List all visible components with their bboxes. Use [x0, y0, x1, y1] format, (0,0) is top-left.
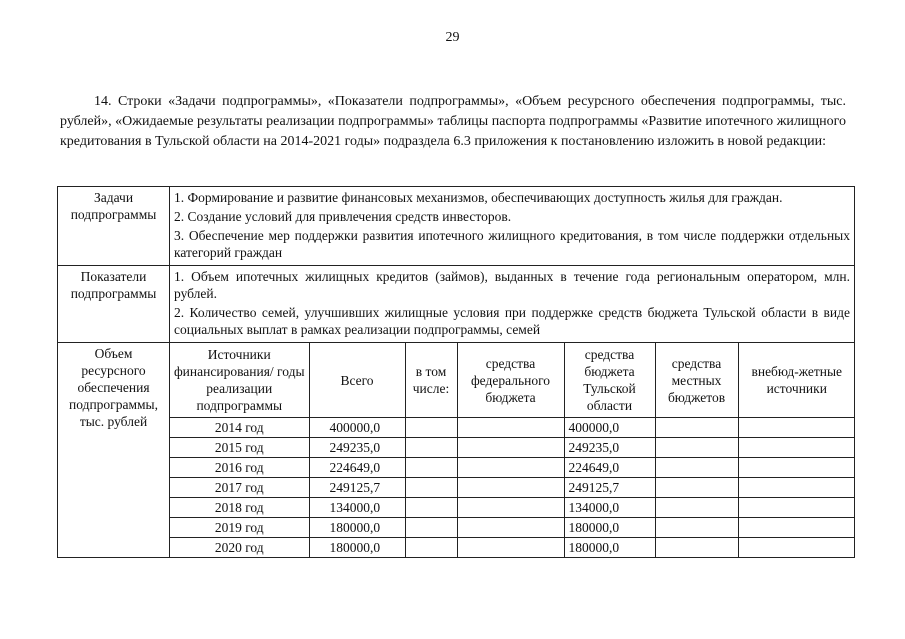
column-header-including: в том числе: — [405, 343, 457, 418]
extra-cell — [738, 478, 855, 498]
local-cell — [655, 458, 738, 478]
including-cell — [405, 418, 457, 438]
federal-cell — [457, 438, 564, 458]
federal-cell — [457, 498, 564, 518]
including-cell — [405, 438, 457, 458]
year-cell: 2016 год — [170, 458, 309, 478]
regional-cell: 400000,0 — [564, 418, 655, 438]
column-header-sources: Источники финансирования/ годы реализации подпрограммы — [170, 343, 309, 418]
federal-cell — [457, 518, 564, 538]
total-cell: 224649,0 — [309, 458, 405, 478]
financing-table — [170, 343, 855, 557]
table-row — [170, 538, 855, 558]
year-cell: 2017 год — [170, 478, 309, 498]
table-row — [170, 478, 855, 498]
regional-cell: 224649,0 — [564, 458, 655, 478]
federal-cell — [457, 418, 564, 438]
indicators-row — [58, 266, 855, 343]
task-item-1: 1. Формирование и развитие финансовых механизмов, обеспечивающих доступность жилья для граждан. — [174, 190, 783, 205]
regional-cell: 134000,0 — [564, 498, 655, 518]
regional-cell: 180000,0 — [564, 518, 655, 538]
resources-content — [170, 343, 855, 558]
resources-row — [58, 343, 855, 558]
tasks-row — [58, 187, 855, 266]
tasks-content — [170, 187, 855, 266]
local-cell — [655, 538, 738, 558]
including-cell — [405, 538, 457, 558]
including-cell — [405, 518, 457, 538]
including-cell — [405, 458, 457, 478]
extra-cell — [738, 538, 855, 558]
year-cell: 2020 год — [170, 538, 309, 558]
extra-cell — [738, 518, 855, 538]
extra-cell — [738, 498, 855, 518]
regional-cell: 180000,0 — [564, 538, 655, 558]
table-row — [170, 518, 855, 538]
extra-cell — [738, 458, 855, 478]
indicator-item-2: 2. Количество семей, улучшивших жилищные условия при поддержке средств бюджета Тульской области в виде социальных выплат в рамках реализации подпрограммы, семей — [174, 305, 850, 337]
task-item-2: 2. Создание условий для привлечения средств инвесторов. — [174, 209, 512, 224]
total-cell: 134000,0 — [309, 498, 405, 518]
table-row — [170, 438, 855, 458]
table-row — [170, 418, 855, 438]
year-cell: 2018 год — [170, 498, 309, 518]
table-row — [170, 458, 855, 478]
local-cell — [655, 418, 738, 438]
including-cell — [405, 498, 457, 518]
year-cell: 2015 год — [170, 438, 309, 458]
resources-label: Объем ресурсного обеспечения подпрограммы, тыс. рублей — [58, 343, 170, 558]
local-cell — [655, 498, 738, 518]
tasks-label: Задачи подпрограммы — [58, 187, 170, 266]
page-number: 29 — [445, 30, 460, 45]
local-cell — [655, 518, 738, 538]
local-cell — [655, 478, 738, 498]
table-row — [170, 498, 855, 518]
federal-cell — [457, 478, 564, 498]
passport-table — [57, 186, 855, 558]
local-cell — [655, 438, 738, 458]
regional-cell: 249235,0 — [564, 438, 655, 458]
indicator-item-1: 1. Объем ипотечных жилищных кредитов (займов), выданных в течение года региональным оператором, млн. рублей. — [174, 269, 850, 301]
total-cell: 180000,0 — [309, 518, 405, 538]
including-cell — [405, 478, 457, 498]
indicators-label: Показатели подпрограммы — [58, 266, 170, 343]
task-item-3: 3. Обеспечение мер поддержки развития ипотечного жилищного кредитования, в том числе поддержки отдельных категорий граждан — [174, 228, 850, 260]
column-header-federal: средства федерального бюджета — [457, 343, 564, 418]
column-header-local: средства местных бюджетов — [655, 343, 738, 418]
total-cell: 249125,7 — [309, 478, 405, 498]
federal-cell — [457, 458, 564, 478]
extra-cell — [738, 438, 855, 458]
financing-header-row — [170, 343, 855, 418]
extra-cell — [738, 418, 855, 438]
column-header-extrabudgetary: внебюд-жетные источники — [738, 343, 855, 418]
year-cell: 2019 год — [170, 518, 309, 538]
total-cell: 249235,0 — [309, 438, 405, 458]
federal-cell — [457, 538, 564, 558]
intro-paragraph: 14. Строки «Задачи подпрограммы», «Показатели подпрограммы», «Объем ресурсного обеспечения подпрограммы, тыс. рублей», «Ожидаемые результаты реализации подпрограммы» таблицы паспорта подпрограммы «Развитие ипотечного жилищного кредитования в Тульской области на 2014-2021 годы» подраздела 6.3 приложения к постановлению изложить в новой редакции: — [60, 94, 846, 149]
indicators-content — [170, 266, 855, 343]
total-cell: 400000,0 — [309, 418, 405, 438]
year-cell: 2014 год — [170, 418, 309, 438]
total-cell: 180000,0 — [309, 538, 405, 558]
regional-cell: 249125,7 — [564, 478, 655, 498]
column-header-regional: средства бюджета Тульской области — [564, 343, 655, 418]
column-header-total: Всего — [309, 343, 405, 418]
